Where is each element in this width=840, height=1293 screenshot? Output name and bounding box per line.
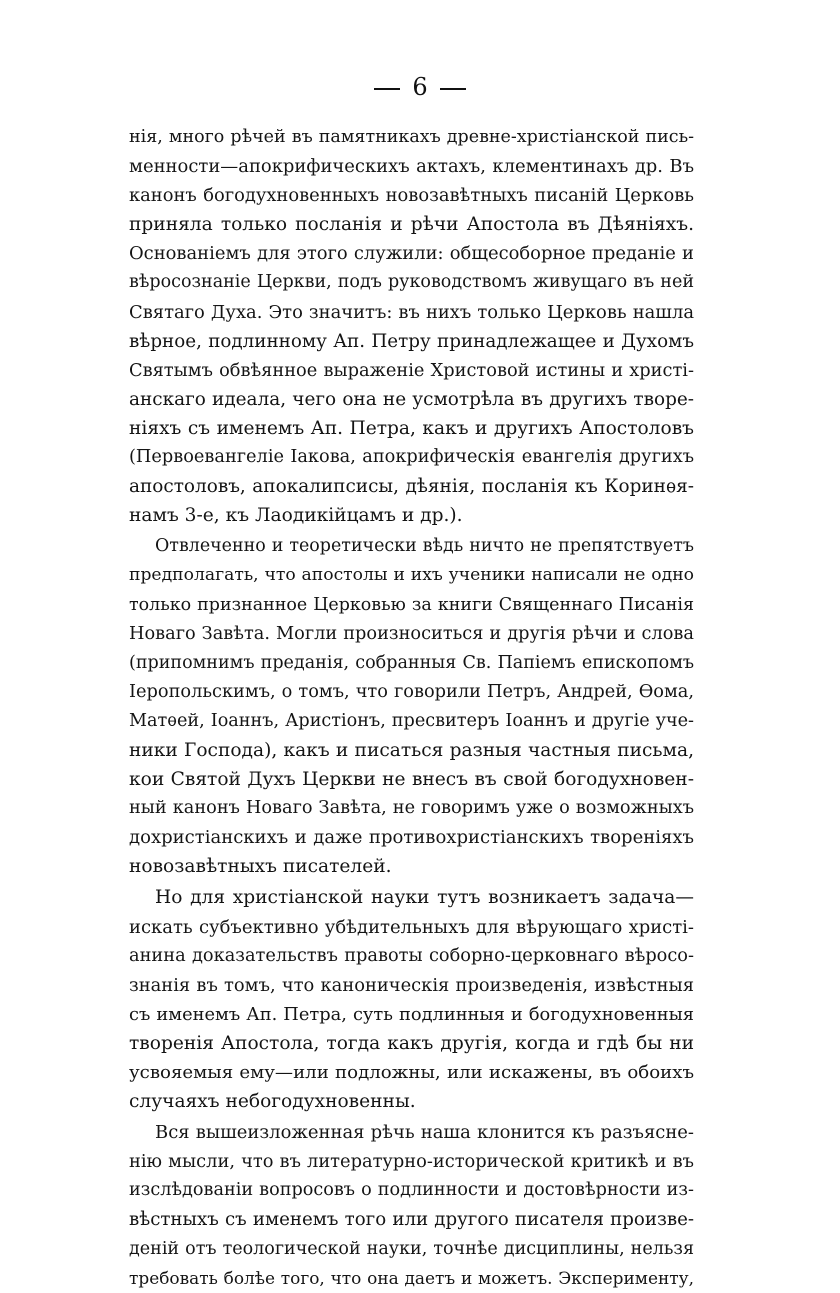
text-line: искать субъективно убѣдительныхъ для вѣрующаго христі- — [129, 916, 694, 938]
text-line: Вся вышеизложенная рѣчь наша клонится къ разъясне- — [155, 1122, 694, 1144]
text-line: новозавѣтныхъ писателей. — [129, 856, 392, 878]
text-line: ный канонъ Новаго Завѣта, не говоримъ уже о возможныхъ — [129, 798, 694, 819]
paragraph-3 — [129, 883, 694, 1116]
text-line: деній отъ теологической науки, точнѣе дисциплины, нельзя — [129, 1238, 694, 1259]
left-dash — [374, 88, 400, 90]
text-line: нія, много рѣчей въ памятникахъ древне-христіанской пись- — [129, 127, 694, 147]
text-line: творенія Апостола, тогда какъ другія, когда и гдѣ бы ни — [129, 1032, 694, 1054]
text-line: съ именемъ Ап. Петра, суть подлинныя и богодухновенныя — [129, 1003, 694, 1025]
text-line: Отвлеченно и теоретически вѣдь ничто не препятствуетъ — [155, 536, 694, 557]
text-line: вѣрное, подлинному Ап. Петру принадлежащее и Духомъ — [129, 330, 694, 352]
text-line: Святаго Духа. Это значитъ: въ нихъ только Церковь нашла — [129, 301, 694, 323]
text-line: Матѳей, Іоаннъ, Аристіонъ, пресвитеръ Іоаннъ и другіе уче- — [129, 710, 694, 731]
text-line: Но для христіанской науки тутъ возникаетъ задача— — [155, 887, 694, 909]
text-line: нію мысли, что въ литературно-исторической критикѣ и въ — [129, 1151, 694, 1173]
text-line: Новаго Завѣта. Могли произноситься и другія рѣчи и слова — [129, 623, 694, 644]
text-line: Святымъ обвѣянное выраженіе Христовой истины и христі- — [129, 359, 694, 381]
text-line: случаяхъ небогодухновенны. — [129, 1091, 416, 1113]
text-line: предполагать, что апостолы и ихъ ученики написали не одно — [129, 565, 694, 586]
text-line: канонъ богодухновенныхъ новозавѣтныхъ писаній Церковь — [129, 185, 694, 207]
text-line: намъ 3-е, къ Лаодикійцамъ и др.). — [129, 505, 463, 527]
right-dash — [440, 88, 466, 90]
text-line: менности—апокрифическихъ актахъ, клементинахъ др. Въ — [129, 156, 694, 178]
text-line: анскаго идеала, чего она не усмотрѣла въ другихъ творе- — [129, 388, 694, 410]
text-line: (Первоевангеліе Іакова, апокрифическія евангелія другихъ — [129, 447, 694, 468]
text-line: вѣросознаніе Церкви, подъ руководствомъ живущаго въ ней — [129, 272, 694, 293]
text-line: анина доказательствъ правоты соборно-церковнаго вѣросо- — [129, 945, 694, 966]
text-line: (припомнимъ преданія, собранныя Св. Папіемъ епископомъ — [129, 652, 694, 673]
paragraph-2 — [129, 532, 694, 881]
text-line: дохристіанскихъ и даже противохристіанскихъ твореніяхъ — [129, 827, 694, 849]
text-line: изслѣдованіи вопросовъ о подлинности и достовѣрности из- — [129, 1180, 694, 1201]
text-line: вѣстныхъ съ именемъ того или другого писателя произве- — [129, 1209, 694, 1231]
page-header — [0, 72, 840, 102]
text-line: Іеропольскимъ, о томъ, что говорили Петръ, Андрей, Ѳома, — [129, 681, 694, 702]
text-line: кои Святой Духъ Церкви не внесъ въ свой богодухновен- — [129, 769, 694, 791]
text-line: только признанное Церковью за книги Священнаго Писанія — [129, 594, 694, 615]
text-line: апостоловъ, апокалипсисы, дѣянія, посланія къ Коринѳя- — [129, 476, 694, 498]
text-line: ники Господа), какъ и писаться разныя частныя письма, — [129, 739, 694, 761]
text-line: приняла только посланія и рѣчи Апостола въ Дѣяніяхъ. — [129, 214, 694, 236]
text-line: Основаніемъ для этого служили: общесоборное преданіе и — [129, 243, 694, 265]
text-line: знанія въ томъ, что каноническія произведенія, извѣстныя — [129, 974, 694, 996]
body-text — [129, 123, 694, 1293]
paragraph-4 — [129, 1118, 694, 1293]
text-line: требовать болѣе того, что она даетъ и можетъ. Эксперименту, — [129, 1267, 694, 1288]
text-line: ніяхъ съ именемъ Ап. Петра, какъ и другихъ Апостоловъ — [129, 417, 694, 439]
text-line: усвояемыя ему—или подложны, или искажены, въ обоихъ — [129, 1062, 694, 1083]
page-number: 6 — [412, 73, 428, 101]
paragraph-1 — [129, 123, 694, 530]
